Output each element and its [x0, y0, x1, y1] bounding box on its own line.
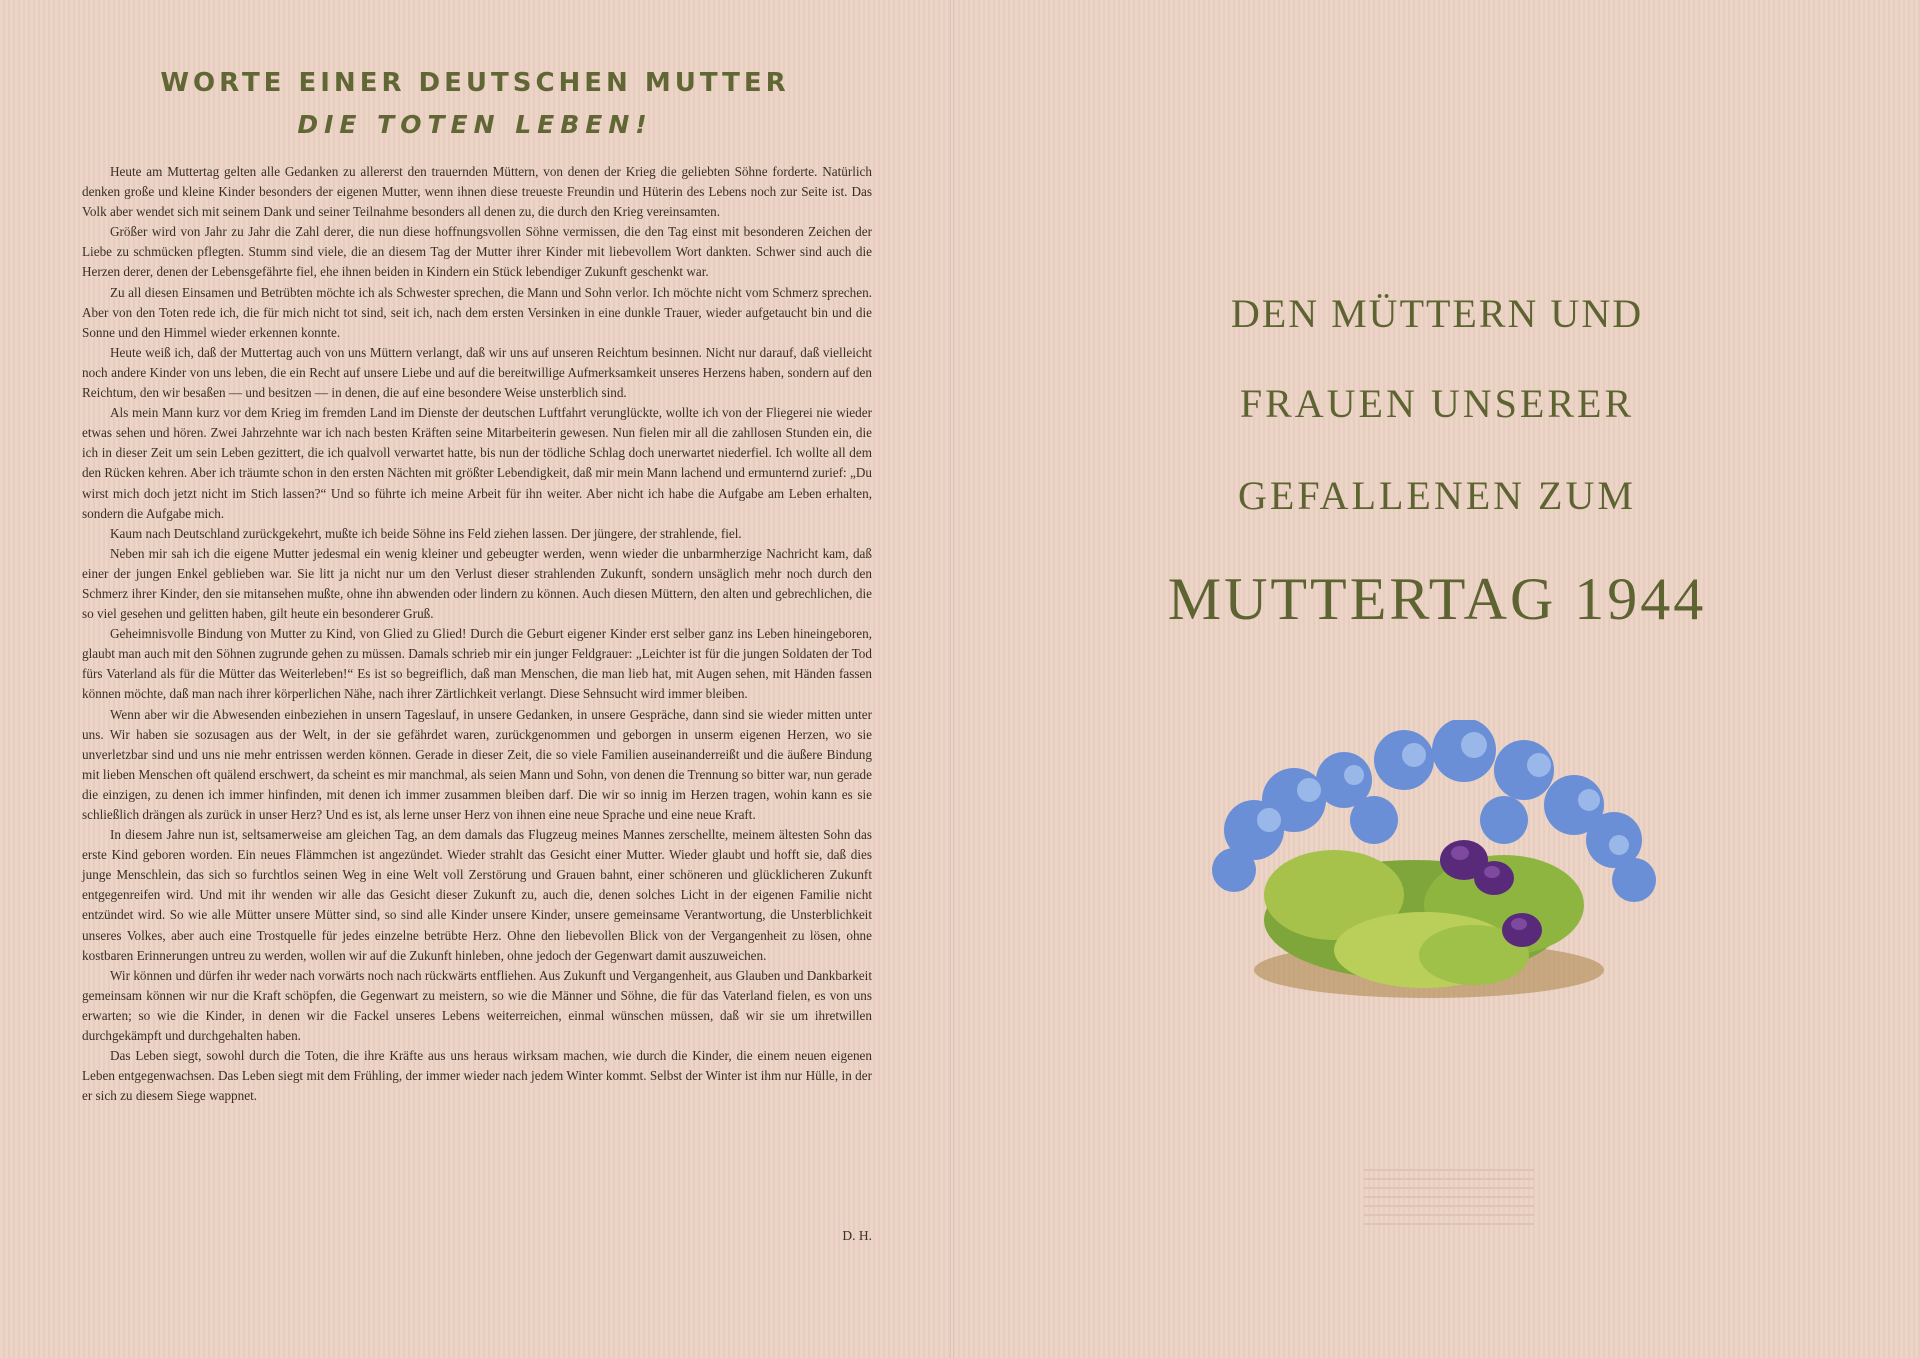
- paragraph: Größer wird von Jahr zu Jahr die Zahl derer, die nun diese hoffnungsvollen Söhne vermissen, die den Tag einst mit besonderen Zeichen der Liebe zu schmücken pflegten. Stumm sind viele, die an diesem Tag der Mutter ihrer Kinder mit liebevollem Wort dankten. Schwer sind auch die Herzen derer, denen der Lebensgefährte fiel, ehe ihnen beiden in Kindern ein Stück lebendiger Zukunft geschenkt war.: [82, 224, 872, 280]
- paragraph: Als mein Mann kurz vor dem Krieg im fremden Land im Dienste der deutschen Luftfahrt verunglückte, wollte ich von der Fliegerei nie wieder etwas sehen und hören. Zwei Jahrzehnte war ich nach besten Kräften seine Mitarbeiterin gewesen. Nun fielen mir all die zahllosen Stunden ein, die ich in dieser Zeit um sein Leben gezittert, die ich qualvoll verwartet hatte, bis nun der tödliche Schlag doch unerwartet niederfiel. Ich wollte all dem den Rücken kehren. Aber ich träumte schon in den ersten Nächten mit größter Lebendigkeit, daß mir mein Mann lachend und ermunternd zurief: „Du wirst mich doch jetzt nicht im Stich lassen?“ Und so führte ich meine Arbeit für ihn weiter. Aber nicht ich habe die Aufgabe am Leben erhalten, sondern die Aufgabe mich.: [82, 405, 872, 521]
- paragraph: Geheimnisvolle Bindung von Mutter zu Kind, von Glied zu Glied! Durch die Geburt eigener Kinder erst selber ganz ins Leben hineingeboren, glaubt man auch mit den Söhnen zugrunde gehen zu müssen. Damals schrieb mir ein junger Feldgrauer: „Leichter ist für die jungen Soldaten der Tod fürs Vaterland als für die Mütter das Weiterleben!“ Es ist so begreiflich, daß man Menschen, die man lieb hat, mit Augen sehen, mit Händen fassen können möchte, daß man nach ihrer körperlichen Nähe, nach ihrer Zärtlichkeit verlangt. Diese Sehnsucht wird immer bleiben.: [82, 626, 872, 702]
- faint-imprint: [1364, 1162, 1534, 1232]
- paragraph: Wenn aber wir die Abwesenden einbeziehen in unsern Tageslauf, in unsere Gedanken, in unsere Gespräche, dann sind sie wieder mitten unter uns. Wir haben sie sozusagen aus der Welt, in der sie gefährdet waren, zurückgenommen und geborgen in unserm eigenen Herzen, wo sie unverletzbar sind und uns nie mehr entrissen werden können. Gerade in dieser Zeit, die so viele Familien auseinanderreißt und die äußere Bindung mit lieben Menschen oft quälend erschwert, da scheint es mir manchmal, als seien Mann und Sohn, von denen die Trennung so bitter war, nun gerade die einzigen, zu denen ich immer hinfinden, mit denen ich immer zusammen bleiben darf. Die wir so innig im Herzen tragen, wohin kann es sie schließlich drängen als zurück in unser Herz? Und es ist, als lerne unser Herz von ihnen eine neue Sprache und eine neue Kraft.: [82, 706, 872, 822]
- paragraph: Heute am Muttertag gelten alle Gedanken zu allererst den trauernden Müttern, von denen der Krieg die geliebten Söhne forderte. Natürlich denken große und kleine Kinder besonders der eigenen Mutter, wenn ihnen diese treueste Freundin und Hüterin des Lebens noch zur Seite ist. Das Volk aber wendet sich mit seinem Dank und seiner Teilnahme besonders all denen zu, die durch den Krieg vereinsamten.: [82, 164, 872, 220]
- muttertag-heading: MUTTERTAG 1944: [1167, 566, 1707, 632]
- paragraph: Kaum nach Deutschland zurückgekehrt, mußte ich beide Söhne ins Feld ziehen lassen. Der jüngere, der strahlende, fiel.: [110, 525, 742, 541]
- author-signature: D. H.: [842, 1228, 872, 1243]
- paragraph: Zu all diesen Einsamen und Betrübten möchte ich als Schwester sprechen, die Mann und Sohn verlor. Ich möchte nicht vom Schmerz sprechen. Aber von den Toten rede ich, die für mich nicht tot sind, seit ich, nach dem ersten Versinken in eine dunkle Trauer, wieder aufgetaucht bin und die Sonne und den Himmel wieder erkennen konnte.: [82, 284, 872, 340]
- dedication-line-2: FRAUEN UNSERER: [1239, 381, 1635, 426]
- paragraph: Neben mir sah ich die eigene Mutter jedesmal ein wenig kleiner und gebeugter werden, wenn wieder die unbarmherzige Nachricht kam, daß einer der jungen Enkel geblieben war. Sie litt ja nicht nur um den Verlust dieser strahlenden Zukunft, sondern unsäglich mehr noch durch den Schmerz ihrer Kinder, den sie mitansehen mußte, ohne ihn abwenden oder lindern zu können. Auch diesen Müttern, den alten und gebrechlichen, die so viel gesehen und gelitten haben, gilt heute ein besonderer Gruß.: [82, 545, 872, 622]
- left-page: [0, 0, 950, 1358]
- flower-illustration: [1174, 720, 1684, 1010]
- article-body: [82, 162, 872, 1106]
- page-subtitle: DIE TOTEN LEBEN!: [297, 110, 653, 139]
- paragraph: Wir können und dürfen ihr weder nach vorwärts noch nach rückwärts entfliehen. Aus Zukunft und Vergangenheit, aus Glauben und Dankbarkeit gemeinsam können wir nur die Kraft schöpfen, die Gegenwart zu meistern, so wie die Männer und Söhne, die für das Vaterland fielen, es von uns erwarten; so wie die Kinder, in denen wir die Fackel unseres Lebens weiterreichen, einmal wünschen müssen, daß wir sie um ihretwillen durchgekämpft und durchgehalten haben.: [82, 967, 872, 1044]
- paragraph: In diesem Jahre nun ist, seltsamerweise am gleichen Tag, an dem damals das Flugzeug meines Mannes zerschellte, meinem ältesten Sohn das erste Kind geboren worden. Ein neues Flämmchen ist angezündet. Wieder strahlt das Gesicht einer Mutter. Wieder glaubt und hofft sie, daß dies junge Menschlein, das sich so furchtlos seinen Weg in eine Welt voll Zerstörung und Grauen bahnt, einer schöneren und glücklicheren Zukunft entgegenreifen wird. Und mit ihr wenden wir alle das Gesicht dieser Zukunft zu, auch die, denen solches Licht in der eigenen Familie nicht entzündet wird. So wie alle Mütter unsere Mütter sind, so sind alle Kinder unsere Kinder, unsere gemeinsame Verantwortung, die Unsterblichkeit unseres Volkes, aber auch eine Trostquelle für jedes einzelne betrübte Herz. Ohne den liebevollen Blick von der Vergangenheit zu lösen, ohne kostbaren Erinnerungen untreu zu werden, wollen wir auf die Zukunft hinleben, ohne jedoch der Gegenwart damit auszuweichen.: [82, 827, 872, 963]
- right-page: [954, 0, 1920, 1358]
- paragraph: Heute weiß ich, daß der Muttertag auch von uns Müttern verlangt, daß wir uns auf unseren Reichtum besinnen. Nicht nur darauf, daß vielleicht noch andere Kinder von uns leben, die ein Recht auf unsere Liebe und auf die bereitwillige Aufmerksamkeit unseres Herzens haben, sondern auf den Reichtum, den wir besaßen — und besitzen — in denen, die auf eine besondere Weise unsterblich sind.: [82, 344, 872, 401]
- page-title: WORTE EINER DEUTSCHEN MUTTER: [160, 68, 790, 98]
- paragraph: Das Leben siegt, sowohl durch die Toten, die ihre Kräfte aus uns heraus wirksam machen, wie durch die Kinder, die einem neuen eigenen Leben entgegenwachsen. Das Leben siegt mit dem Frühling, der immer wieder nach jedem Winter kommt. Selbst der Winter ist ihm nur Hülle, in der er sich zu diesem Siege wappnet.: [82, 1048, 872, 1104]
- dedication-line-3: GEFALLENEN ZUM: [1238, 473, 1636, 518]
- dedication-line-1: DEN MÜTTERN UND: [1230, 291, 1644, 336]
